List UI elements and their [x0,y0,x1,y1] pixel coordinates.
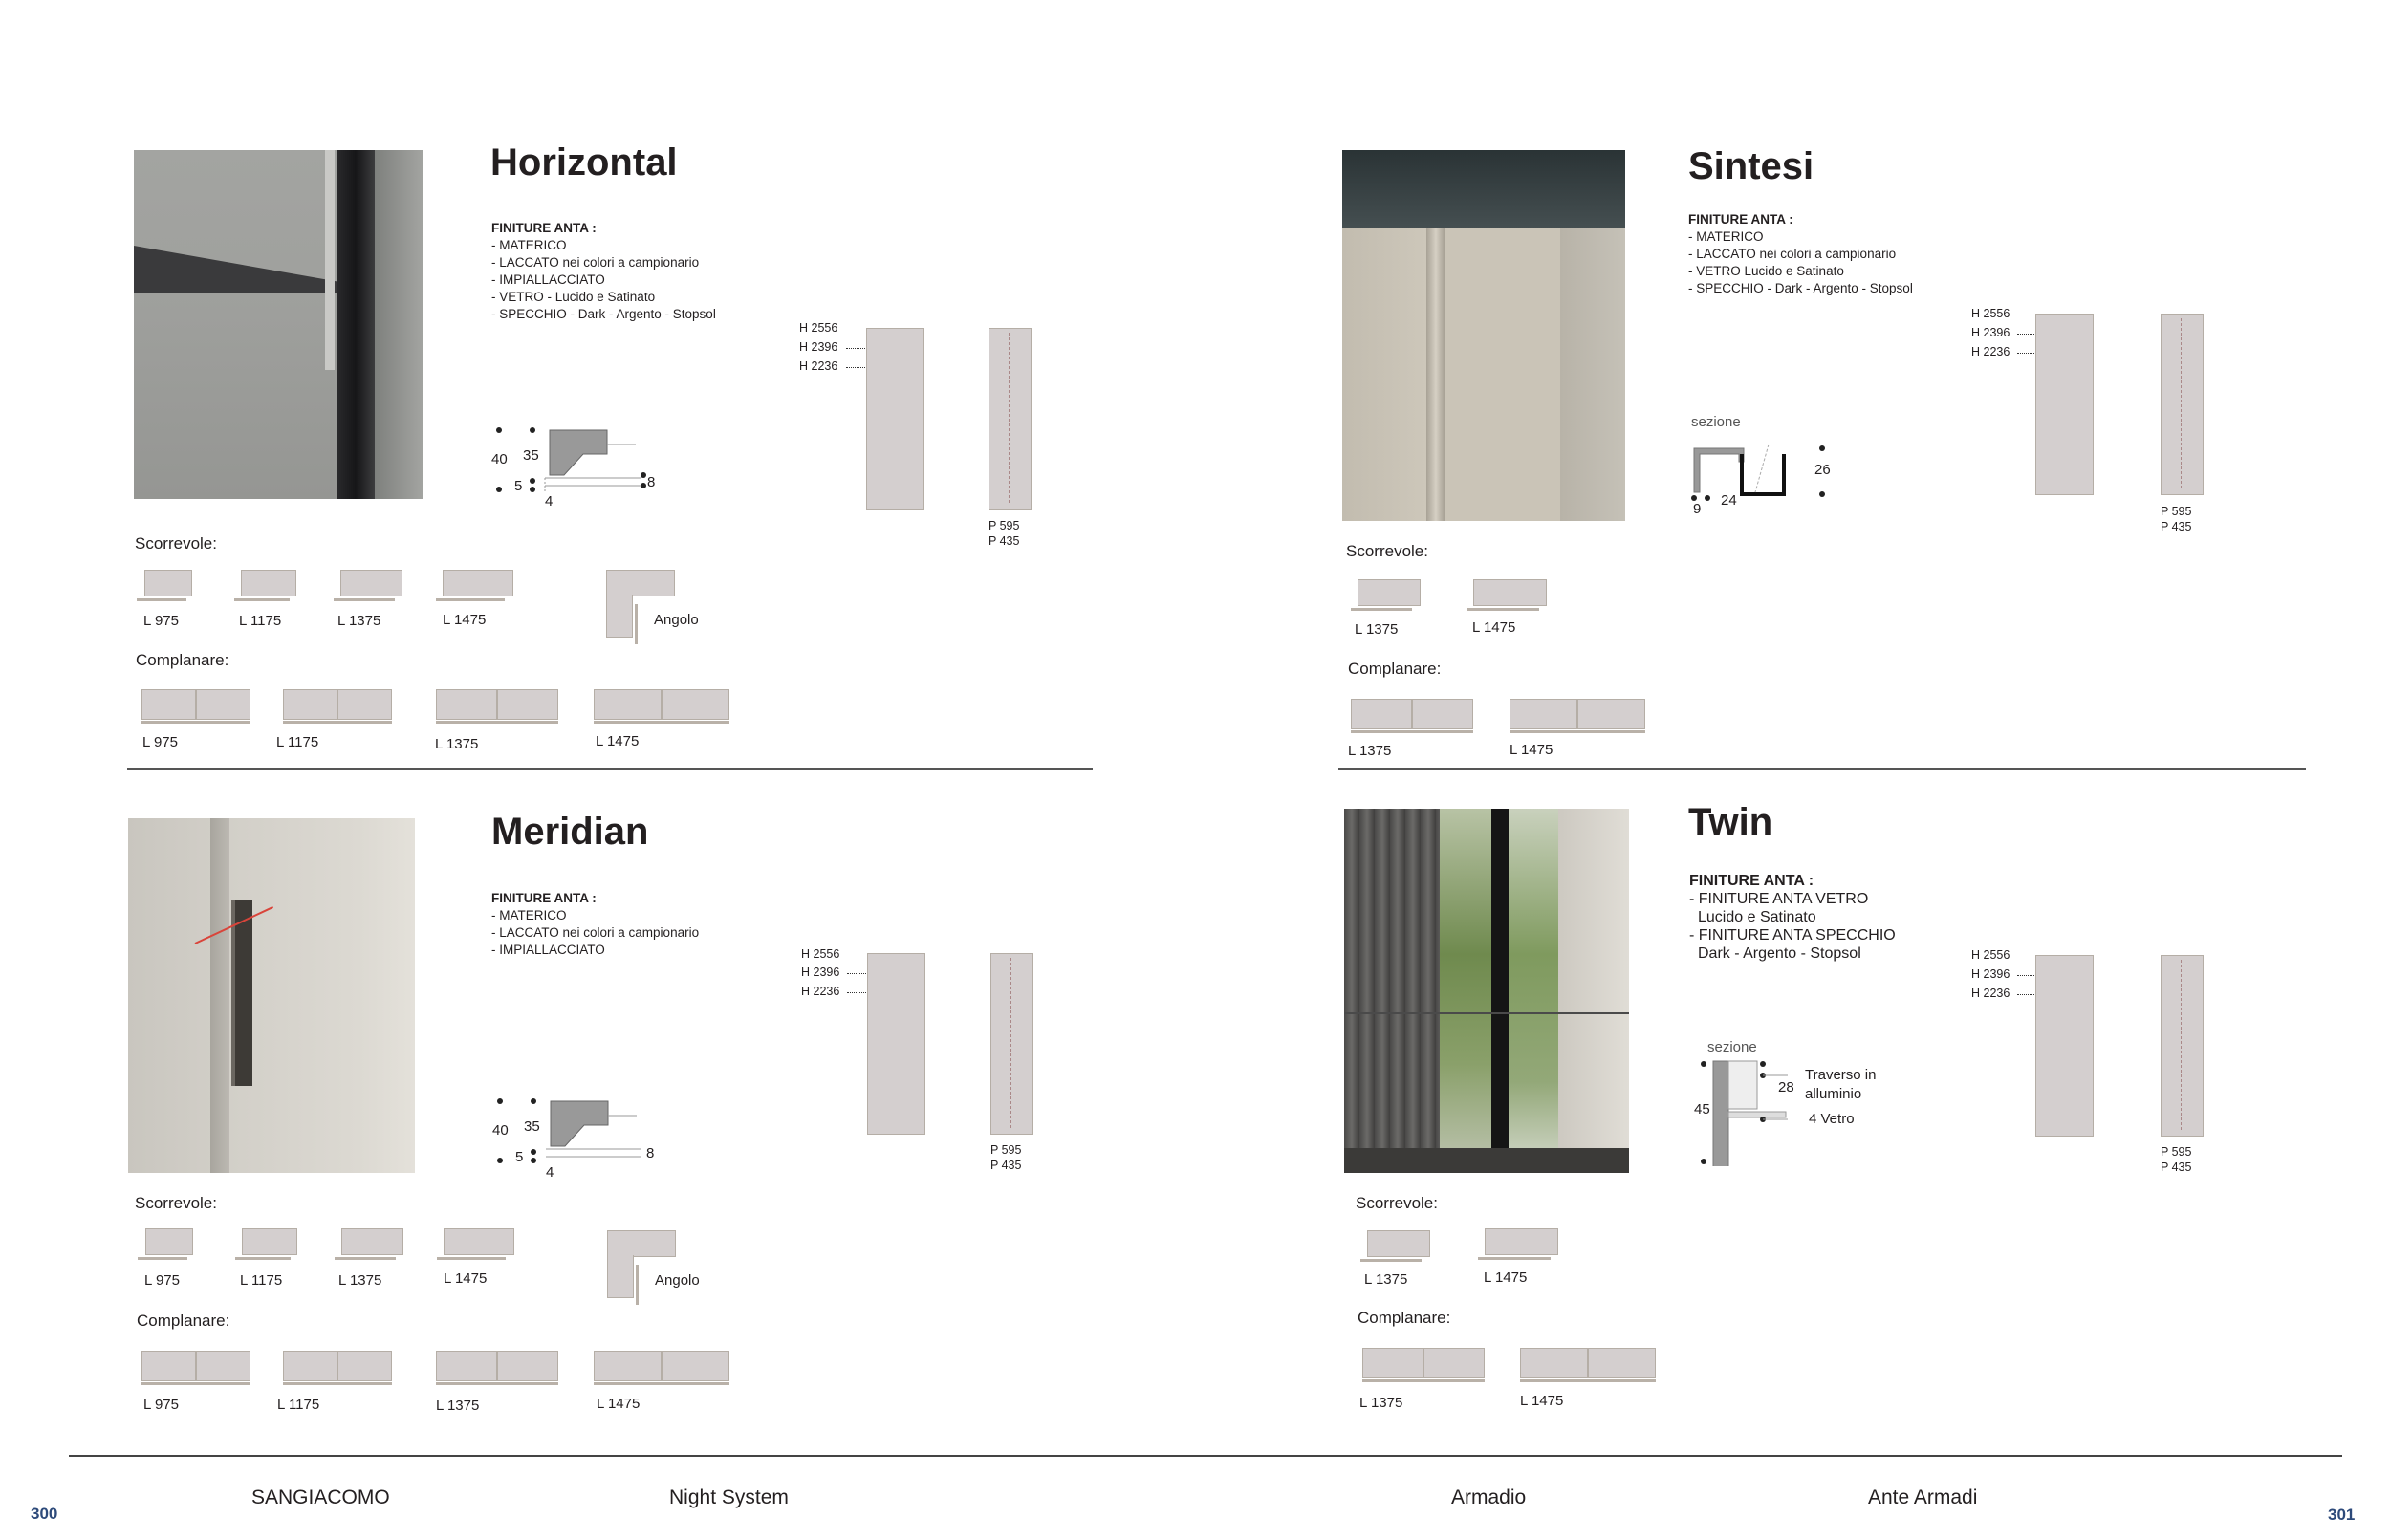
width-label: L 1475 [1472,619,1516,636]
coplanar-door-icon [283,1351,337,1381]
profile-dimension: 5 [515,1149,524,1165]
sliding-door-icon [341,1228,403,1255]
height-label: H 2396 [799,340,838,354]
width-label: L 1375 [1355,621,1399,638]
finishes-heading: FINITURE ANTA : [1688,212,1793,227]
handle-profile-drawing [488,421,669,516]
finish-item: - SPECCHIO - Dark - Argento - Stopsol [1688,281,1913,295]
angolo-label: Angolo [654,612,699,628]
sliding-door-icon [1473,579,1547,606]
meridian-photo [128,818,415,1173]
front-elevation-panel [2035,314,2094,495]
complanare-label: Complanare: [1358,1309,1451,1327]
width-label: L 1475 [1510,742,1554,758]
width-label: L 1475 [1520,1393,1564,1409]
twin-photo [1344,809,1629,1173]
front-elevation-panel [867,953,925,1135]
profile-dimension: 45 [1694,1101,1710,1117]
height-label: H 2556 [1971,307,2010,320]
sliding-door-icon [443,570,513,596]
sliding-door-icon [241,570,296,596]
profile-dimension: 26 [1814,462,1831,478]
section-divider [127,768,1093,770]
sezione-label: sezione [1707,1039,1757,1055]
sezione-label: sezione [1691,414,1741,430]
height-label: H 2396 [1971,967,2010,981]
width-label: L 1175 [277,1397,320,1413]
depth-label: P 595 [989,519,1020,532]
profile-dimension: 8 [646,1145,655,1161]
finish-item: - FINITURE ANTA VETRO [1689,891,1869,907]
width-label: L 1375 [1364,1271,1408,1288]
sliding-door-icon [340,570,402,596]
depth-label: P 595 [2161,1145,2192,1159]
coplanar-door-icon [1351,699,1412,729]
finish-item: - LACCATO nei colori a campionario [491,925,700,940]
coplanar-door-icon [141,689,196,720]
scorrevole-label: Scorrevole: [135,534,217,553]
width-label: L 1375 [436,1398,480,1414]
profile-dimension: 4 [546,1164,554,1181]
sintesi-profile-drawing [1686,435,1839,521]
width-label: L 1375 [337,613,381,629]
profile-dimension: 28 [1778,1079,1794,1095]
width-label: L 1375 [1348,743,1392,759]
coplanar-door-icon [436,1351,497,1381]
height-label: H 2396 [1971,326,2010,339]
height-label: H 2396 [801,965,840,979]
height-label: H 2556 [801,947,840,961]
side-elevation-panel [990,953,1033,1135]
profile-dimension: 5 [514,478,523,494]
handle-profile-drawing [489,1092,670,1187]
depth-label: P 595 [2161,505,2192,518]
profile-dimension: 4 [545,493,554,510]
sliding-door-icon [144,570,192,596]
sintesi-title: Sintesi [1688,145,1814,187]
footer-brand: SANGIACOMO [251,1486,390,1508]
footer-collection: Night System [669,1486,789,1508]
front-elevation-panel [2035,955,2094,1137]
horizontal-photo [134,150,423,499]
corner-door-icon [606,570,675,596]
depth-label: P 435 [990,1159,1022,1172]
front-elevation-panel [866,328,924,510]
sliding-door-icon [1485,1228,1558,1255]
finishes-heading: FINITURE ANTA : [1689,873,1814,889]
depth-label: P 435 [2161,520,2192,533]
corner-door-icon [606,595,633,638]
sintesi-finishes [1688,211,1913,297]
complanare-label: Complanare: [137,1312,230,1330]
finish-item: - LACCATO nei colori a campionario [491,255,700,270]
profile-dimension: 9 [1693,501,1702,517]
side-elevation-panel [989,328,1032,510]
finish-item: - FINITURE ANTA SPECCHIO [1689,927,1896,944]
horizontal-finishes [491,220,716,323]
height-label: H 2556 [799,321,838,335]
scorrevole-label: Scorrevole: [1356,1194,1438,1212]
coplanar-door-icon [283,689,337,720]
coplanar-door-icon [1520,1348,1588,1378]
corner-door-icon [607,1230,676,1257]
width-label: L 1475 [596,733,640,749]
finish-item: Dark - Argento - Stopsol [1698,945,1861,962]
coplanar-door-icon [1510,699,1577,729]
finish-item: - VETRO Lucido e Satinato [1688,264,1844,278]
height-label: H 2236 [801,985,840,998]
side-elevation-panel [2161,314,2204,495]
sliding-door-icon [444,1228,514,1255]
finish-item: - MATERICO [491,908,567,922]
finish-item: - VETRO - Lucido e Satinato [491,290,656,304]
height-label: H 2236 [799,359,838,373]
finishes-heading: FINITURE ANTA : [491,891,597,905]
profile-dimension: 40 [491,451,508,467]
meridian-title: Meridian [491,811,649,853]
finish-item: - IMPIALLACCIATO [491,272,605,287]
width-label: L 1475 [597,1396,641,1412]
sliding-door-icon [242,1228,297,1255]
scorrevole-label: Scorrevole: [1346,542,1428,560]
width-label: L 1375 [338,1272,382,1289]
finish-item: - IMPIALLACCIATO [491,943,605,957]
meridian-finishes [491,890,699,959]
finish-item: - LACCATO nei colori a campionario [1688,247,1897,261]
height-label: H 2236 [1971,987,2010,1000]
complanare-label: Complanare: [136,651,229,669]
height-label: H 2236 [1971,345,2010,358]
finishes-heading: FINITURE ANTA : [491,221,597,235]
coplanar-door-icon [594,1351,662,1381]
profile-dimension: 35 [524,1118,540,1135]
corner-door-icon [607,1255,634,1298]
depth-label: P 435 [989,534,1020,548]
sintesi-photo [1342,150,1625,521]
finish-item: - MATERICO [1688,229,1764,244]
finish-item: - MATERICO [491,238,567,252]
page-number-left: 300 [31,1505,58,1523]
twin-finishes [1689,872,1896,963]
width-label: L 1175 [239,613,282,629]
width-label: L 975 [143,613,179,629]
depth-label: P 435 [2161,1160,2192,1174]
scorrevole-label: Scorrevole: [135,1194,217,1212]
width-label: L 1375 [435,736,479,752]
sliding-door-icon [1367,1230,1430,1257]
complanare-label: Complanare: [1348,660,1442,678]
coplanar-door-icon [594,689,662,720]
footer-rule [69,1455,2342,1457]
profile-note: alluminio [1805,1086,1862,1102]
profile-dimension: 24 [1721,492,1737,509]
depth-label: P 595 [990,1143,1022,1157]
sliding-door-icon [1358,579,1421,606]
width-label: L 975 [143,1397,179,1413]
page-number-right: 301 [2328,1506,2356,1524]
profile-dimension: 8 [647,474,656,490]
profile-dimension: 40 [492,1122,509,1139]
twin-title: Twin [1688,801,1773,843]
width-label: L 1375 [1359,1395,1403,1411]
side-elevation-panel [2161,955,2204,1137]
width-label: L 975 [142,734,178,750]
width-label: L 975 [144,1272,180,1289]
profile-note: Traverso in [1805,1067,1877,1083]
finish-item: - SPECCHIO - Dark - Argento - Stopsol [491,307,716,321]
finish-item: Lucido e Satinato [1698,909,1816,925]
footer-subcategory: Ante Armadi [1868,1486,1978,1508]
coplanar-door-icon [436,689,497,720]
profile-dimension: 35 [523,447,539,464]
width-label: L 1475 [443,612,487,628]
angolo-label: Angolo [655,1272,700,1289]
coplanar-door-icon [1362,1348,1423,1378]
sliding-door-icon [145,1228,193,1255]
footer-category: Armadio [1451,1486,1527,1508]
coplanar-door-icon [141,1351,196,1381]
width-label: L 1175 [276,734,319,750]
width-label: L 1175 [240,1272,283,1289]
horizontal-title: Horizontal [490,141,678,184]
width-label: L 1475 [444,1270,488,1287]
height-label: H 2556 [1971,948,2010,962]
section-divider [1338,768,2306,770]
profile-note: 4 Vetro [1809,1111,1855,1127]
width-label: L 1475 [1484,1269,1528,1286]
